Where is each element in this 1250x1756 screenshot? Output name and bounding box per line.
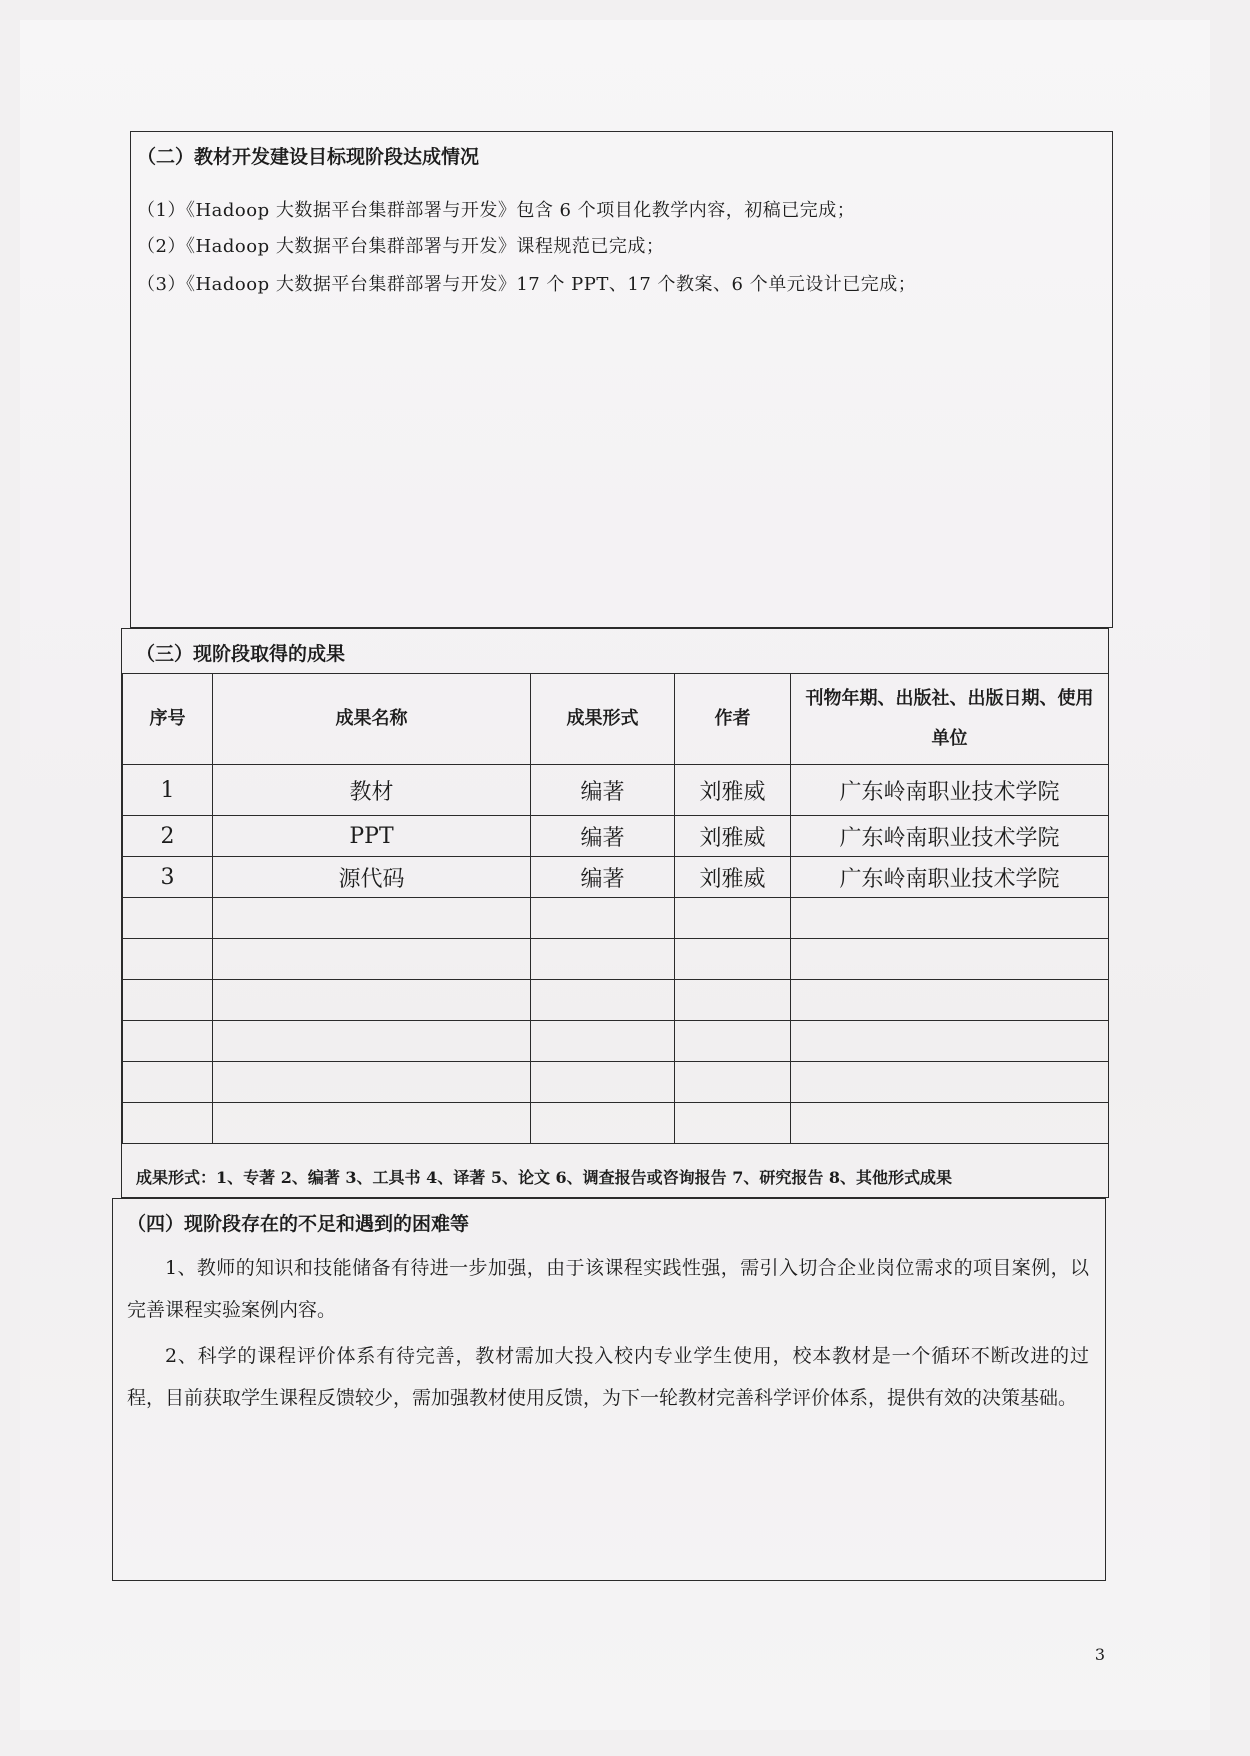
cell-name: 教材 <box>213 765 531 816</box>
table-row <box>123 857 1109 898</box>
cell-name: 源代码 <box>213 857 531 898</box>
goal-item-3: （3）《Hadoop 大数据平台集群部署与开发》17 个 PPT、17 个教案、6 个单元设计已完成； <box>137 274 917 295</box>
empty-row <box>123 1021 1109 1062</box>
empty-row <box>123 939 1109 980</box>
section-results-title: （三）现阶段取得的成果 <box>136 643 346 665</box>
empty-row <box>123 898 1109 939</box>
results-table <box>122 673 1109 1144</box>
empty-row <box>123 1062 1109 1103</box>
section-difficulties <box>112 1198 1106 1581</box>
header-name: 成果名称 <box>213 674 531 765</box>
empty-row <box>123 980 1109 1021</box>
section-results <box>121 628 1109 1198</box>
cell-index: 1 <box>123 765 213 816</box>
cell-author: 刘雅威 <box>675 765 791 816</box>
document-page <box>20 20 1210 1730</box>
cell-publication: 广东岭南职业技术学院 <box>791 765 1109 816</box>
cell-index: 2 <box>123 816 213 857</box>
cell-form: 编著 <box>531 857 675 898</box>
empty-row <box>123 1103 1109 1144</box>
section-difficulties-title: （四）现阶段存在的不足和遇到的困难等 <box>127 1213 470 1235</box>
table-row <box>123 765 1109 816</box>
difficulty-paragraph-1: 1、教师的知识和技能储备有待进一步加强，由于该课程实践性强，需引入切合企业岗位需求的项目案例，以完善课程实验案例内容。 <box>127 1257 1089 1321</box>
cell-index: 3 <box>123 857 213 898</box>
header-author: 作者 <box>675 674 791 765</box>
section-goals-progress <box>130 131 1113 628</box>
header-form: 成果形式 <box>531 674 675 765</box>
header-index: 序号 <box>123 674 213 765</box>
cell-form: 编著 <box>531 765 675 816</box>
goal-item-2: （2）《Hadoop 大数据平台集群部署与开发》课程规范已完成； <box>137 236 665 257</box>
result-forms-footnote: 成果形式：1、专著 2、编著 3、工具书 4、译著 5、论文 6、调查报告或咨询报告 7、研究报告 8、其他形式成果 <box>136 1168 953 1187</box>
cell-publication: 广东岭南职业技术学院 <box>791 816 1109 857</box>
results-header-row <box>123 674 1109 765</box>
table-row <box>123 816 1109 857</box>
header-publication: 刊物年期、出版社、出版日期、使用单位 <box>791 674 1109 765</box>
cell-author: 刘雅威 <box>675 816 791 857</box>
page-number: 3 <box>1094 1645 1105 1664</box>
goal-item-1: （1）《Hadoop 大数据平台集群部署与开发》包含 6 个项目化教学内容，初稿已完成； <box>137 200 856 221</box>
cell-form: 编著 <box>531 816 675 857</box>
section-goals-title: （二）教材开发建设目标现阶段达成情况 <box>137 146 480 168</box>
cell-publication: 广东岭南职业技术学院 <box>791 857 1109 898</box>
difficulty-paragraph-2: 2、科学的课程评价体系有待完善，教材需加大投入校内专业学生使用，校本教材是一个循环不断改进的过程，目前获取学生课程反馈较少，需加强教材使用反馈，为下一轮教材完善科学评价体系，提供有效的决策基础。 <box>127 1345 1089 1409</box>
cell-name: PPT <box>213 816 531 857</box>
cell-author: 刘雅威 <box>675 857 791 898</box>
